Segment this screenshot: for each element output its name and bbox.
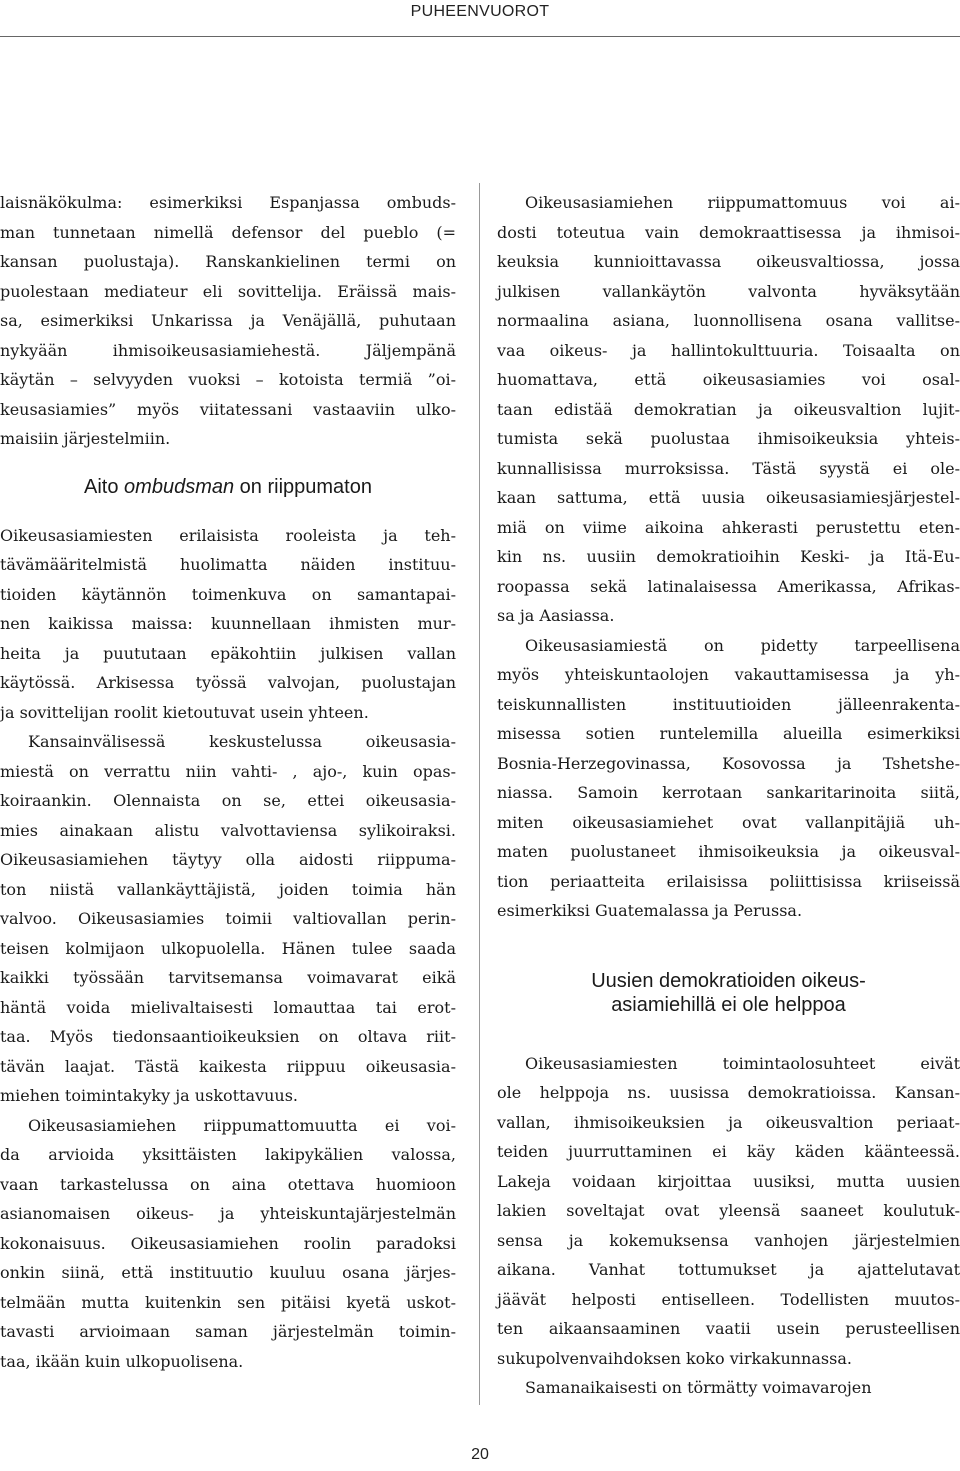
section-heading-independent: Aito ombudsman on riippumaton [84,475,372,498]
text-line: teisen kolmijaon ulkopuolella. Hänen tulee saada [0,938,456,958]
text-line: sensa ja kokemuksensa vanhojen järjestelmien [497,1230,960,1250]
page-number: 20 [471,1446,489,1463]
running-header: PUHEENVUOROT [410,3,550,20]
text-line: esimerkiksi Guatemalassa ja Perussa. [497,901,803,920]
text-line: huomattava, että oikeusasiamies voi osal- [497,370,960,389]
text-line: miehen toimintakyky ja uskottavuus. [0,1086,298,1105]
body-paragraph [0,521,456,728]
text-line: käytän – selvyyden vuoksi – kotoista termiä ”oi- [0,370,456,389]
text-line: Kansainvälisessä keskustelussa oikeusasia- [28,732,456,751]
column-divider [479,183,480,1405]
text-line: da arvioida yksittäisten lakipykälien valossa, [0,1145,456,1164]
text-line: valvoo. Oikeusasiamies toimii valtiovallan perin- [0,909,456,928]
text-line: Lakeja voidaan kirjoittaa uusiksi, mutta uusien [497,1171,960,1191]
text-line: tävän laajat. Tästä kaikesta riippuu oikeusasia- [0,1056,456,1076]
text-line: häntä voida mielivaltaisesti lomauttaa tai erot- [0,997,456,1017]
text-line: heita ja puututaan epäkohtiin julkisen vallan [0,643,456,663]
text-line: teiskunnallisten instituutioiden jälleenrakenta- [497,694,960,714]
text-line: Oikeusasiamiesten erilaisista rooleista ja teh- [0,525,456,545]
text-line: kunnallisissa murroksissa. Tästä syystä ei ole- [497,458,960,478]
text-line: käytössä. Arkisessa työssä valvojan, puolustajan [0,673,456,692]
text-line: nykyään ihmisoikeusasiamiehestä. Jäljempänä [0,340,456,360]
text-line: vaan tarkastelussa on aina otettava huomioon [0,1174,456,1194]
text-line: Oikeusasiamiesten toimintaolosuhteet eivät [525,1053,960,1073]
text-line: Oikeusasiamiehen täytyy olla aidosti riippuma- [0,850,456,869]
text-line: Oikeusasiamiehen riippumattomuus voi ai- [525,193,960,212]
text-line: jäävät helposti entiselleen. Todellisten muutos- [497,1289,960,1309]
text-line: maten puolustaneet ihmisoikeuksia ja oikeusval- [497,842,960,861]
text-line: mies ainakaan alistu valvottaviensa sylikoiraksi. [0,820,456,840]
text-line: telmään mutta kuitenkin sen pitäisi kyetä uskot- [0,1292,456,1312]
text-line: tumista sekä puolustaa ihmisoikeuksia yhteis- [497,429,960,448]
text-line: tioiden käytännön toimenkuva on samantapai- [0,584,456,604]
text-line: miten oikeusasiamiehet ovat vallanpitäjiä uh- [497,812,960,832]
text-line: keuksia kunnioittavassa oikeusvaltiossa, jossa [497,252,960,271]
text-line: Oikeusasiamiestä on pidetty tarpeellisena [525,635,960,655]
text-line: onkin siinä, että instituutio kuuluu osana järjes- [0,1263,456,1282]
text-line: kansan puolustaja). Ranskankielinen termi on [0,252,456,271]
text-line: Samanaikaisesti on törmätty voimavarojen [525,1378,872,1397]
text-line: Oikeusasiamiehen riippumattomuutta ei voi- [28,1115,456,1135]
body-paragraph [0,1111,456,1377]
text-line: puolestaan mediateur eli sovittelija. Eräissä mais- [0,281,456,301]
body-paragraph [497,631,960,926]
text-line: koiraankin. Olennaista on se, ettei oikeusasia- [0,791,456,810]
text-line: nen kaikissa maissa: kuunnellaan ihmisten mur- [0,614,456,633]
text-line: kaan sattuma, että uusia oikeusasiamiesjärjestel- [497,488,960,507]
text-line: kokonaisuus. Oikeusasiamiehen roolin paradoksi [0,1233,456,1253]
text-line: myös yhteiskuntaolojen vakauttamisessa ja yh- [497,665,960,684]
header-rule [0,36,960,37]
text-line: kin ns. uusiin demokratioihin Keski- ja Itä-Eu- [497,547,960,566]
text-line: sa, esimerkiksi Unkarissa ja Venäjällä, puhutaan [0,311,456,330]
text-line: laisnäkökulma: esimerkiksi Espanjassa ombuds- [0,193,456,212]
text-line: sukupolvenvaihdoksen koko virkakunnassa. [497,1348,852,1368]
text-line: kaikki työssään tarvitsemansa voimavarat eikä [0,968,456,987]
text-line: julkisen vallankäytön valvonta hyväksytään [497,281,960,301]
text-line: teiden juurruttaminen ei käy käden käänteessä. [497,1142,960,1161]
body-paragraph [497,1049,960,1374]
text-line: taan edistää demokratian ja oikeusvaltion lujit- [497,399,960,419]
text-line: aikana. Vanhat tottumukset ja ajattelutavat [497,1260,960,1279]
text-line: tion periaatteita erilaisissa poliittisissa kriiseissä [497,871,960,891]
text-line: misessa sotien runtelemilla alueilla esimerkiksi [497,724,960,743]
text-line: vallan, ihmisoikeuksien ja oikeusvaltion periaat- [497,1112,960,1132]
text-line: keusasiamies” myös viitatessani vastaaviin ulko- [0,399,456,419]
text-line: Bosnia-Herzegovinassa, Kosovossa ja Tshetshe- [497,753,960,773]
text-line: ja sovittelijan roolit kietoutuvat usein yhteen. [0,702,369,722]
text-line: ole helppoja ns. uusissa demokratioissa. Kansan- [497,1083,960,1102]
right-column [497,188,960,1403]
text-line: normaalina asiana, luonnollisena osana vallitse- [497,311,960,330]
left-column [0,188,456,1376]
text-line: Uusien demokratioiden oikeus- [591,969,866,992]
text-line: ton niistä vallankäyttäjistä, joiden toimia hän [0,879,456,899]
text-line: asianomaisen oikeus- ja yhteiskuntajärjestelmän [0,1204,456,1223]
text-line: tavasti arvioimaan saman järjestelmän toimin- [0,1322,456,1341]
text-line: maisiin järjestelmiin. [0,429,171,448]
text-line: miä on viime aikoina ahkerasti perustettu eten- [497,517,960,537]
text-line: sa ja Aasiassa. [497,606,615,625]
text-line: ten aikaansaaminen vaatii usein perusteellisen [497,1319,960,1338]
text-line: man tunnetaan nimellä defensor del pueblo (= [0,222,456,242]
text-line: taa, ikään kuin ulkopuolisena. [0,1351,244,1371]
text-line: asiamiehillä ei ole helppoa [611,993,846,1016]
body-paragraph [497,1373,960,1403]
text-line: tävämääritelmistä huolimatta näiden instituu- [0,555,456,574]
text-line: taa. Myös tiedonsaantioikeuksien on oltava riit- [0,1027,456,1046]
intro-paragraph [0,188,456,454]
section-heading-new-democracies [497,969,960,1017]
body-paragraph [497,188,960,631]
text-line: roopassa sekä latinalaisessa Amerikassa, Afrikas- [497,576,960,596]
text-line: miestä on verrattu niin vahti- , ajo-, kuin opas- [0,761,456,781]
text-line: lakien soveltajat ovat yleensä saaneet koulutuk- [497,1201,960,1220]
text-line: niassa. Samoin kerrotaan sankaritarinoita siitä, [497,783,960,802]
body-paragraph [0,727,456,1111]
text-line: dosti toteutua vain demokraattisessa ja ihmisoi- [497,222,960,242]
text-line: vaa oikeus- ja hallintokulttuuria. Toisaalta on [497,340,960,360]
